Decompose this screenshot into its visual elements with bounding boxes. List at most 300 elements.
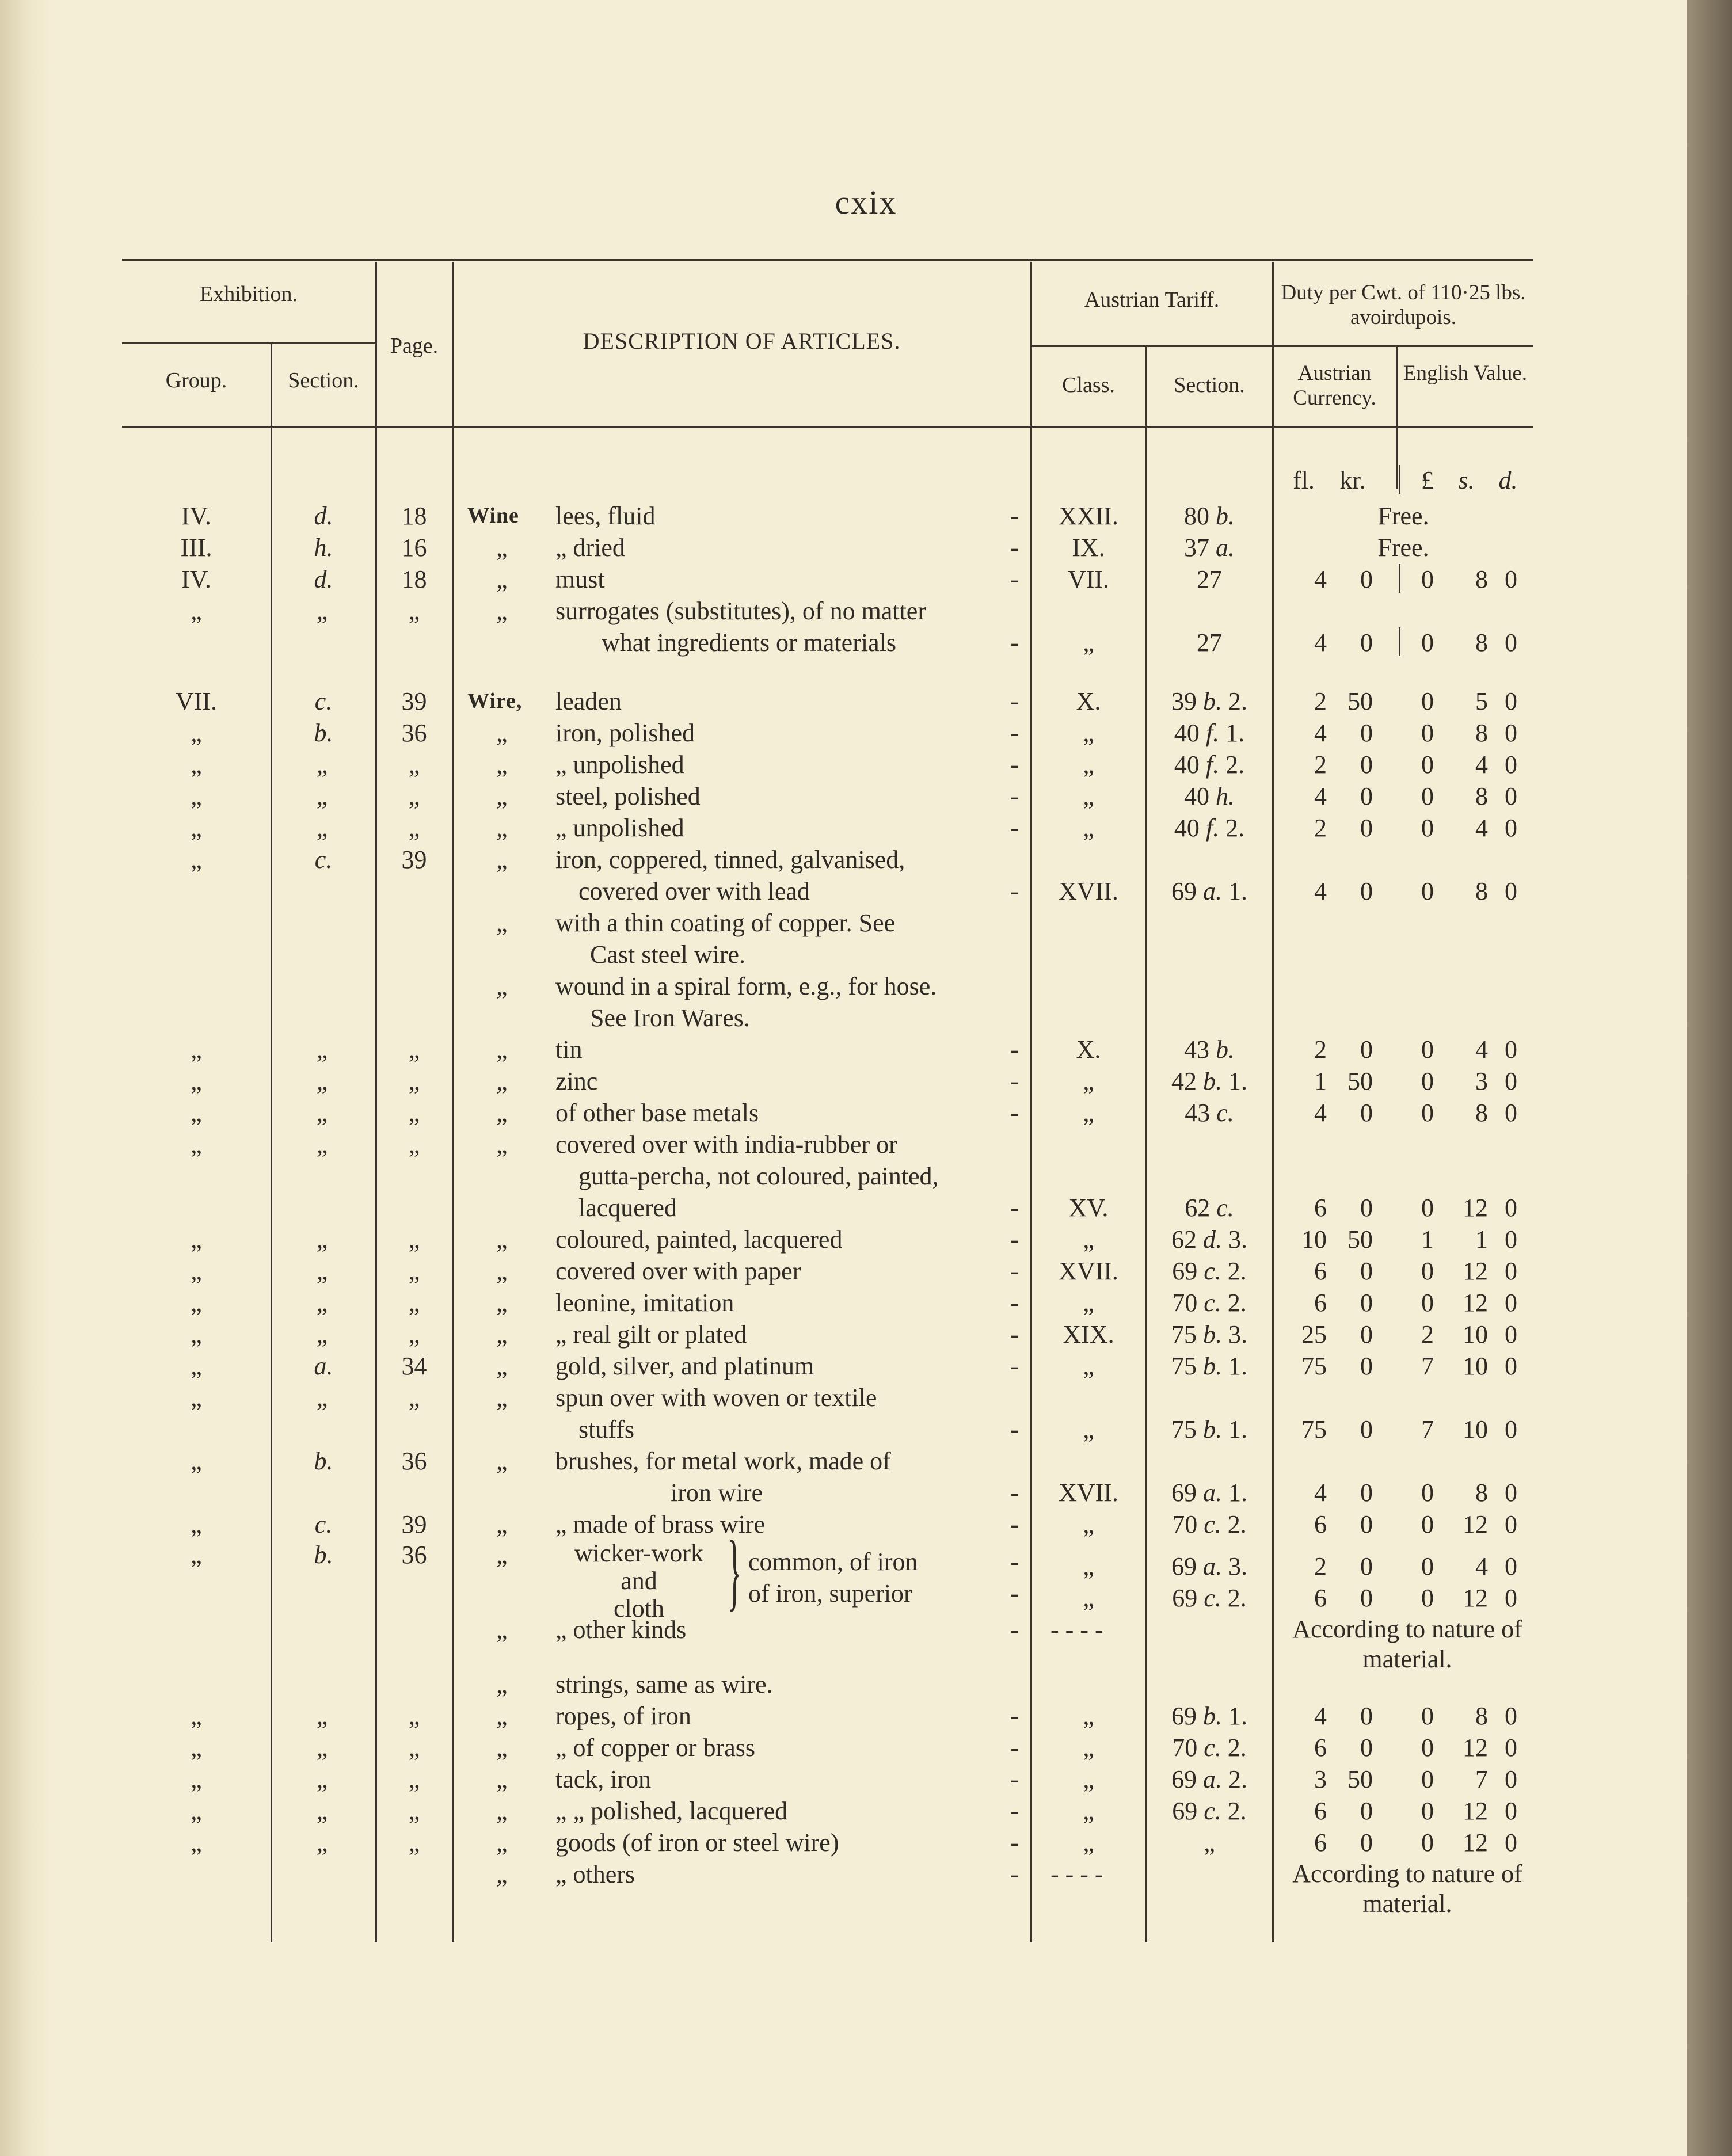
class-cell: „ xyxy=(1083,1829,1094,1857)
section-cell: b. xyxy=(314,1541,333,1569)
tariff-section-cell: 70 c. 2. xyxy=(1172,1289,1247,1317)
pound-cell: 7 xyxy=(1421,1352,1434,1380)
article-description: „ real gilt or plated xyxy=(555,1320,747,1349)
entry-lead: „ xyxy=(496,1289,508,1317)
entry-lead: „ xyxy=(496,1352,508,1380)
d-cell: 0 xyxy=(1505,719,1517,747)
fl-cell: 6 xyxy=(1314,1584,1327,1612)
tariff-section-cell: 42 b. 1. xyxy=(1171,1067,1247,1095)
section-cell: c. xyxy=(314,1510,333,1538)
header-bottom-rule xyxy=(122,426,1533,428)
section-cell: „ xyxy=(316,1035,331,1064)
article-description: wound in a spiral form, e.g., for hose. xyxy=(555,972,937,1000)
article-description: with a thin coating of copper. See xyxy=(555,909,896,937)
group-cell: „ xyxy=(191,782,202,810)
article-description: „ other kinds xyxy=(555,1616,687,1644)
pound-cell: 1 xyxy=(1421,1225,1434,1254)
tariff-section-cell: 69 a. 1. xyxy=(1171,1479,1247,1507)
group-cell: „ xyxy=(191,1765,202,1793)
fl-cell: 4 xyxy=(1314,877,1327,905)
pound-cell: 0 xyxy=(1421,1479,1434,1507)
tariff-section-cell: 37 a. xyxy=(1184,534,1235,562)
value-separator xyxy=(1399,627,1400,656)
group-cell: „ xyxy=(191,814,202,842)
fl-cell: 6 xyxy=(1314,1257,1327,1285)
leader-dash: - xyxy=(1010,1415,1019,1443)
article-description: iron, coppered, tinned, galvanised, xyxy=(555,845,905,874)
leader-dash: - xyxy=(1010,1289,1019,1317)
pound-cell: 0 xyxy=(1421,1829,1434,1857)
col-rule-page xyxy=(452,262,454,1942)
leader-dash: - xyxy=(1010,1035,1019,1064)
d-cell: 0 xyxy=(1505,1479,1517,1507)
class-cell: VII. xyxy=(1067,565,1110,593)
article-description: „ dried xyxy=(555,534,625,562)
fl-cell: 2 xyxy=(1314,1552,1327,1580)
article-description: iron wire xyxy=(671,1479,763,1507)
group-cell: „ xyxy=(191,845,202,874)
class-cell: XVII. xyxy=(1059,1257,1118,1285)
pound-cell: 0 xyxy=(1421,1289,1434,1317)
pound-cell: 7 xyxy=(1421,1415,1434,1443)
tariff-section-cell: 70 c. 2. xyxy=(1172,1734,1247,1762)
d-cell: 0 xyxy=(1505,1829,1517,1857)
group-cell: „ xyxy=(191,1734,202,1762)
tariff-sub-rule xyxy=(1030,345,1533,347)
entry-lead: „ xyxy=(496,1829,508,1857)
article-description: See Iron Wares. xyxy=(590,1004,750,1032)
s-cell: 4 xyxy=(1475,1552,1488,1580)
leader-dash: - xyxy=(1010,1829,1019,1857)
d-cell: 0 xyxy=(1505,1352,1517,1380)
pound-cell: 2 xyxy=(1421,1320,1434,1349)
article-description: brushes, for metal work, made of xyxy=(555,1447,891,1475)
leader-dash: - xyxy=(1010,751,1019,779)
austrian-tariff-header: Austrian Tariff. xyxy=(1084,288,1220,312)
wicker-label-line1: wicker-work xyxy=(574,1539,703,1567)
fl-cell: 2 xyxy=(1314,751,1327,779)
kr-cell: 0 xyxy=(1360,1510,1373,1538)
article-description: covered over with india-rubber or xyxy=(555,1130,897,1159)
tariff-section-cell: 69 c. 2. xyxy=(1172,1584,1247,1612)
tariff-section-cell: 40 f. 1. xyxy=(1174,719,1245,747)
section-cell: „ xyxy=(316,1702,331,1730)
tariff-section-cell: 62 c. xyxy=(1185,1194,1234,1222)
s-cell: 8 xyxy=(1475,877,1488,905)
d-cell: 0 xyxy=(1505,1099,1517,1127)
article-description: Cast steel wire. xyxy=(590,940,746,969)
pound-cell: 0 xyxy=(1421,1257,1434,1285)
section-cell: „ xyxy=(316,1734,331,1762)
kr-cell: 0 xyxy=(1360,1479,1373,1507)
class-cell: XVII. xyxy=(1059,877,1118,905)
tariff-section-cell: 40 h. xyxy=(1184,782,1235,810)
s-cell: 10 xyxy=(1463,1352,1488,1380)
group-cell: „ xyxy=(191,1320,202,1349)
class-cell: „ xyxy=(1083,782,1094,810)
entry-lead: „ xyxy=(496,719,508,747)
section-cell: „ xyxy=(316,1257,331,1285)
article-description: tack, iron xyxy=(555,1765,652,1793)
kr-cell: 0 xyxy=(1360,1552,1373,1580)
tariff-section-cell: 69 c. 2. xyxy=(1172,1797,1247,1825)
tariff-section-cell: 70 c. 2. xyxy=(1172,1510,1247,1538)
section-cell: d. xyxy=(314,565,333,593)
article-description: tin xyxy=(555,1035,583,1064)
pound-cell: 0 xyxy=(1421,1734,1434,1762)
kr-cell: 0 xyxy=(1360,877,1373,905)
fl-cell: 75 xyxy=(1301,1352,1327,1380)
group-cell: „ xyxy=(191,719,202,747)
unit-kr: kr. xyxy=(1339,466,1366,494)
article-description: strings, same as wire. xyxy=(555,1670,773,1698)
group-header: Group. xyxy=(165,368,227,393)
d-cell: 0 xyxy=(1505,687,1517,715)
article-description: stuffs xyxy=(578,1415,634,1443)
pound-cell: 0 xyxy=(1421,565,1434,593)
tariff-section-cell: 62 d. 3. xyxy=(1171,1225,1247,1254)
class-cell: X. xyxy=(1076,1035,1101,1064)
pound-cell: 0 xyxy=(1421,1797,1434,1825)
group-cell: „ xyxy=(191,1130,202,1159)
kr-cell: 0 xyxy=(1360,1797,1373,1825)
page-cell: „ xyxy=(408,1797,420,1825)
kr-cell: 50 xyxy=(1347,1765,1373,1793)
pound-cell: 0 xyxy=(1421,719,1434,747)
leader-dash: - xyxy=(1010,1194,1019,1222)
fl-cell: 3 xyxy=(1314,1765,1327,1793)
group-cell: „ xyxy=(191,1447,202,1475)
class-cell: „ xyxy=(1083,814,1094,842)
d-cell: 0 xyxy=(1505,1584,1517,1612)
class-cell: „ xyxy=(1083,751,1094,779)
class-cell: „ xyxy=(1083,1765,1094,1793)
fl-cell: 2 xyxy=(1314,1035,1327,1064)
page-cell: „ xyxy=(408,782,420,810)
leader-dash: - xyxy=(1010,1616,1019,1644)
entry-lead: „ xyxy=(496,1702,508,1730)
article-description: zinc xyxy=(555,1067,598,1095)
tariff-section-cell: 43 b. xyxy=(1184,1035,1235,1064)
kr-cell: 50 xyxy=(1347,687,1373,715)
class-cell: XV. xyxy=(1068,1194,1109,1222)
leader-dash: - xyxy=(1010,1352,1019,1380)
section-cell: „ xyxy=(316,751,331,779)
class-cell: „ xyxy=(1083,719,1094,747)
kr-cell: 0 xyxy=(1360,814,1373,842)
s-cell: 4 xyxy=(1475,751,1488,779)
article-description: what ingredients or materials xyxy=(602,628,896,657)
entry-lead: „ xyxy=(496,1384,508,1412)
fl-cell: 25 xyxy=(1301,1320,1327,1349)
tariff-section-cell: 27 xyxy=(1197,628,1222,657)
entry-lead: „ xyxy=(496,1616,508,1644)
wicker-option-superior: of iron, superior xyxy=(748,1579,912,1608)
s-cell: 12 xyxy=(1463,1257,1488,1285)
leader-dash: - xyxy=(1010,1067,1019,1095)
d-cell: 0 xyxy=(1505,565,1517,593)
tariff-section-cell: 69 b. 1. xyxy=(1171,1702,1247,1730)
d-cell: 0 xyxy=(1505,1765,1517,1793)
s-cell: 12 xyxy=(1463,1797,1488,1825)
d-cell: 0 xyxy=(1505,1067,1517,1095)
page-number: cxix xyxy=(835,184,897,221)
s-cell: 12 xyxy=(1463,1734,1488,1762)
kr-cell: 50 xyxy=(1347,1067,1373,1095)
wicker-option-common: common, of iron xyxy=(748,1548,918,1576)
class-cell: „ xyxy=(1083,628,1094,657)
page-cell: 36 xyxy=(401,1447,427,1475)
leader-dash: - - - - xyxy=(1050,1616,1103,1644)
article-description: surrogates (substitutes), of no matter xyxy=(555,597,926,625)
tariff-section-cell: 39 b. 2. xyxy=(1171,687,1247,715)
section-cell: „ xyxy=(316,1384,331,1412)
entry-lead: „ xyxy=(496,1320,508,1349)
group-cell: IV. xyxy=(181,502,211,530)
class-cell: „ xyxy=(1083,1225,1094,1254)
article-description: gutta-percha, not coloured, painted, xyxy=(578,1162,939,1190)
leader-dash: - xyxy=(1010,628,1019,657)
fl-cell: 4 xyxy=(1314,719,1327,747)
description-header: DESCRIPTION OF ARTICLES. xyxy=(583,328,901,354)
entry-lead: „ xyxy=(496,1541,508,1569)
kr-cell: 0 xyxy=(1360,782,1373,810)
fl-cell: 4 xyxy=(1314,1479,1327,1507)
s-cell: 1 xyxy=(1475,1225,1488,1254)
pound-cell: 0 xyxy=(1421,814,1434,842)
group-cell: „ xyxy=(191,1702,202,1730)
page-cell: 18 xyxy=(401,565,427,593)
leader-dash: - xyxy=(1010,1797,1019,1825)
leader-dash: - - - - xyxy=(1050,1860,1103,1888)
leader-dash: - xyxy=(1010,1579,1019,1608)
leader-dash: - xyxy=(1010,1479,1019,1507)
group-cell: „ xyxy=(191,1099,202,1127)
fl-cell: 10 xyxy=(1301,1225,1327,1254)
leader-dash: - xyxy=(1010,1765,1019,1793)
pound-cell: 0 xyxy=(1421,782,1434,810)
entry-lead: „ xyxy=(496,1797,508,1825)
d-cell: 0 xyxy=(1505,628,1517,657)
group-cell: IV. xyxy=(181,565,211,593)
s-cell: 12 xyxy=(1463,1829,1488,1857)
fl-cell: 6 xyxy=(1314,1829,1327,1857)
s-cell: 8 xyxy=(1475,1702,1488,1730)
entry-lead: „ xyxy=(496,1670,508,1698)
d-cell: 0 xyxy=(1505,814,1517,842)
section-cell: h. xyxy=(314,534,333,562)
class-cell: „ xyxy=(1083,1734,1094,1762)
entry-lead: „ xyxy=(496,845,508,874)
class-cell: XVII. xyxy=(1059,1479,1118,1507)
entry-lead: „ xyxy=(496,1510,508,1538)
page-cell: „ xyxy=(408,1289,420,1317)
section-cell: b. xyxy=(314,719,333,747)
page-cell: „ xyxy=(408,1035,420,1064)
article-description: ropes, of iron xyxy=(555,1702,691,1730)
leader-dash: - xyxy=(1010,1320,1019,1349)
tariff-section-cell: 27 xyxy=(1197,565,1222,593)
leader-dash: - xyxy=(1010,1257,1019,1285)
tariff-section-cell: 75 b. 1. xyxy=(1171,1352,1247,1380)
tariff-section-cell: 69 a. 3. xyxy=(1171,1552,1247,1580)
s-cell: 12 xyxy=(1463,1584,1488,1612)
leader-dash: - xyxy=(1010,1860,1019,1888)
class-cell: „ xyxy=(1083,1797,1094,1825)
page-cell: 18 xyxy=(401,502,427,530)
kr-cell: 0 xyxy=(1360,1352,1373,1380)
group-cell: „ xyxy=(191,1541,202,1569)
section-cell: b. xyxy=(314,1447,333,1475)
exhibition-sub-rule xyxy=(122,342,375,344)
page-cell: „ xyxy=(408,1384,420,1412)
fl-cell: 1 xyxy=(1314,1067,1327,1095)
entry-lead: „ xyxy=(496,1765,508,1793)
d-cell: 0 xyxy=(1505,1194,1517,1222)
duty-note-cell: According to nature of material. xyxy=(1292,1615,1522,1673)
group-cell: „ xyxy=(191,1829,202,1857)
d-cell: 0 xyxy=(1505,877,1517,905)
section-cell: „ xyxy=(316,1130,331,1159)
s-cell: 8 xyxy=(1475,565,1488,593)
pound-cell: 0 xyxy=(1421,1035,1434,1064)
brace-icon: } xyxy=(727,1523,742,1619)
entry-lead: „ xyxy=(496,1099,508,1127)
duty-free-cell: Free. xyxy=(1377,534,1429,562)
d-cell: 0 xyxy=(1505,1257,1517,1285)
austrian-currency-header: Austrian Currency. xyxy=(1293,361,1376,410)
s-cell: 3 xyxy=(1475,1067,1488,1095)
d-cell: 0 xyxy=(1505,1552,1517,1580)
duty-note-cell: According to nature of material. xyxy=(1292,1860,1522,1918)
pound-cell: 0 xyxy=(1421,1194,1434,1222)
s-cell: 10 xyxy=(1463,1320,1488,1349)
leader-dash: - xyxy=(1010,877,1019,905)
kr-cell: 0 xyxy=(1360,1584,1373,1612)
entry-lead: „ xyxy=(496,972,508,1000)
group-cell: „ xyxy=(191,751,202,779)
leader-dash: - xyxy=(1010,782,1019,810)
leader-dash: - xyxy=(1010,814,1019,842)
s-cell: 7 xyxy=(1475,1765,1488,1793)
kr-cell: 0 xyxy=(1360,1702,1373,1730)
s-cell: 4 xyxy=(1475,814,1488,842)
entry-lead: „ xyxy=(496,1257,508,1285)
s-cell: 5 xyxy=(1475,687,1488,715)
entry-lead: „ xyxy=(496,909,508,937)
fl-cell: 6 xyxy=(1314,1194,1327,1222)
section-cell: „ xyxy=(316,1289,331,1317)
entry-lead: „ xyxy=(496,1067,508,1095)
page-cell: „ xyxy=(408,814,420,842)
entry-lead: Wire, xyxy=(467,689,523,713)
class-cell: „ xyxy=(1083,1067,1094,1095)
fl-cell: 2 xyxy=(1314,687,1327,715)
d-cell: 0 xyxy=(1505,1510,1517,1538)
page-cell: 39 xyxy=(401,1510,427,1538)
page-cell: „ xyxy=(408,1067,420,1095)
kr-cell: 0 xyxy=(1360,1194,1373,1222)
page-cell: „ xyxy=(408,1257,420,1285)
section-cell: „ xyxy=(316,1225,331,1254)
class-cell: „ xyxy=(1083,1702,1094,1730)
fl-cell: 4 xyxy=(1314,565,1327,593)
group-cell: „ xyxy=(191,1510,202,1538)
s-cell: 10 xyxy=(1463,1415,1488,1443)
class-cell: „ xyxy=(1083,1552,1094,1580)
entry-lead: „ xyxy=(496,597,508,625)
pound-cell: 0 xyxy=(1421,1584,1434,1612)
group-cell: „ xyxy=(191,1225,202,1254)
article-description: „ others xyxy=(555,1860,635,1888)
pound-cell: 0 xyxy=(1421,1510,1434,1538)
page-cell: „ xyxy=(408,1734,420,1762)
s-cell: 12 xyxy=(1463,1194,1488,1222)
pound-cell: 0 xyxy=(1421,877,1434,905)
d-cell: 0 xyxy=(1505,1702,1517,1730)
class-cell: XIX. xyxy=(1063,1320,1114,1349)
pound-cell: 0 xyxy=(1421,1099,1434,1127)
tariff-section-cell: 40 f. 2. xyxy=(1174,814,1245,842)
fl-cell: 4 xyxy=(1314,782,1327,810)
article-description: goods (of iron or steel wire) xyxy=(555,1829,839,1857)
group-cell: „ xyxy=(191,597,202,625)
article-description: gold, silver, and platinum xyxy=(555,1352,814,1380)
fl-cell: 2 xyxy=(1314,814,1327,842)
d-cell: 0 xyxy=(1505,1225,1517,1254)
d-cell: 0 xyxy=(1505,751,1517,779)
tariff-section-cell: „ xyxy=(1204,1829,1215,1857)
s-cell: 12 xyxy=(1463,1289,1488,1317)
kr-cell: 0 xyxy=(1360,719,1373,747)
section-cell: „ xyxy=(316,1067,331,1095)
kr-cell: 0 xyxy=(1360,751,1373,779)
group-cell: „ xyxy=(191,1352,202,1380)
section-cell: c. xyxy=(314,845,333,874)
exhibition-header: Exhibition. xyxy=(200,282,298,306)
page-cell: 36 xyxy=(401,1541,427,1569)
tariff-section-cell: 75 b. 3. xyxy=(1171,1320,1247,1349)
leader-dash: - xyxy=(1010,502,1019,530)
section-cell: „ xyxy=(316,814,331,842)
page-binding xyxy=(0,0,52,2156)
d-cell: 0 xyxy=(1505,1320,1517,1349)
group-cell: VII. xyxy=(175,687,218,715)
kr-cell: 0 xyxy=(1360,565,1373,593)
article-description: „ made of brass wire xyxy=(555,1510,766,1538)
class-header: Class. xyxy=(1062,373,1115,397)
article-description: spun over with woven or textile xyxy=(555,1384,877,1412)
leader-dash: - xyxy=(1010,687,1019,715)
page-cell: „ xyxy=(408,751,420,779)
fl-cell: 4 xyxy=(1314,1099,1327,1127)
section-cell: a. xyxy=(314,1352,333,1380)
fl-cell: 6 xyxy=(1314,1734,1327,1762)
page-cell: 36 xyxy=(401,719,427,747)
entry-lead: „ xyxy=(496,751,508,779)
section-header: Section. xyxy=(288,368,359,393)
pound-cell: 0 xyxy=(1421,1702,1434,1730)
class-cell: „ xyxy=(1083,1099,1094,1127)
entry-lead: „ xyxy=(496,782,508,810)
pound-cell: 0 xyxy=(1421,751,1434,779)
page-cell: 39 xyxy=(401,687,427,715)
section-cell: c. xyxy=(314,687,333,715)
wicker-label-line2: and xyxy=(621,1567,657,1595)
entry-lead: „ xyxy=(496,1035,508,1064)
article-description: covered over with lead xyxy=(578,877,810,905)
page-cell: „ xyxy=(408,1130,420,1159)
